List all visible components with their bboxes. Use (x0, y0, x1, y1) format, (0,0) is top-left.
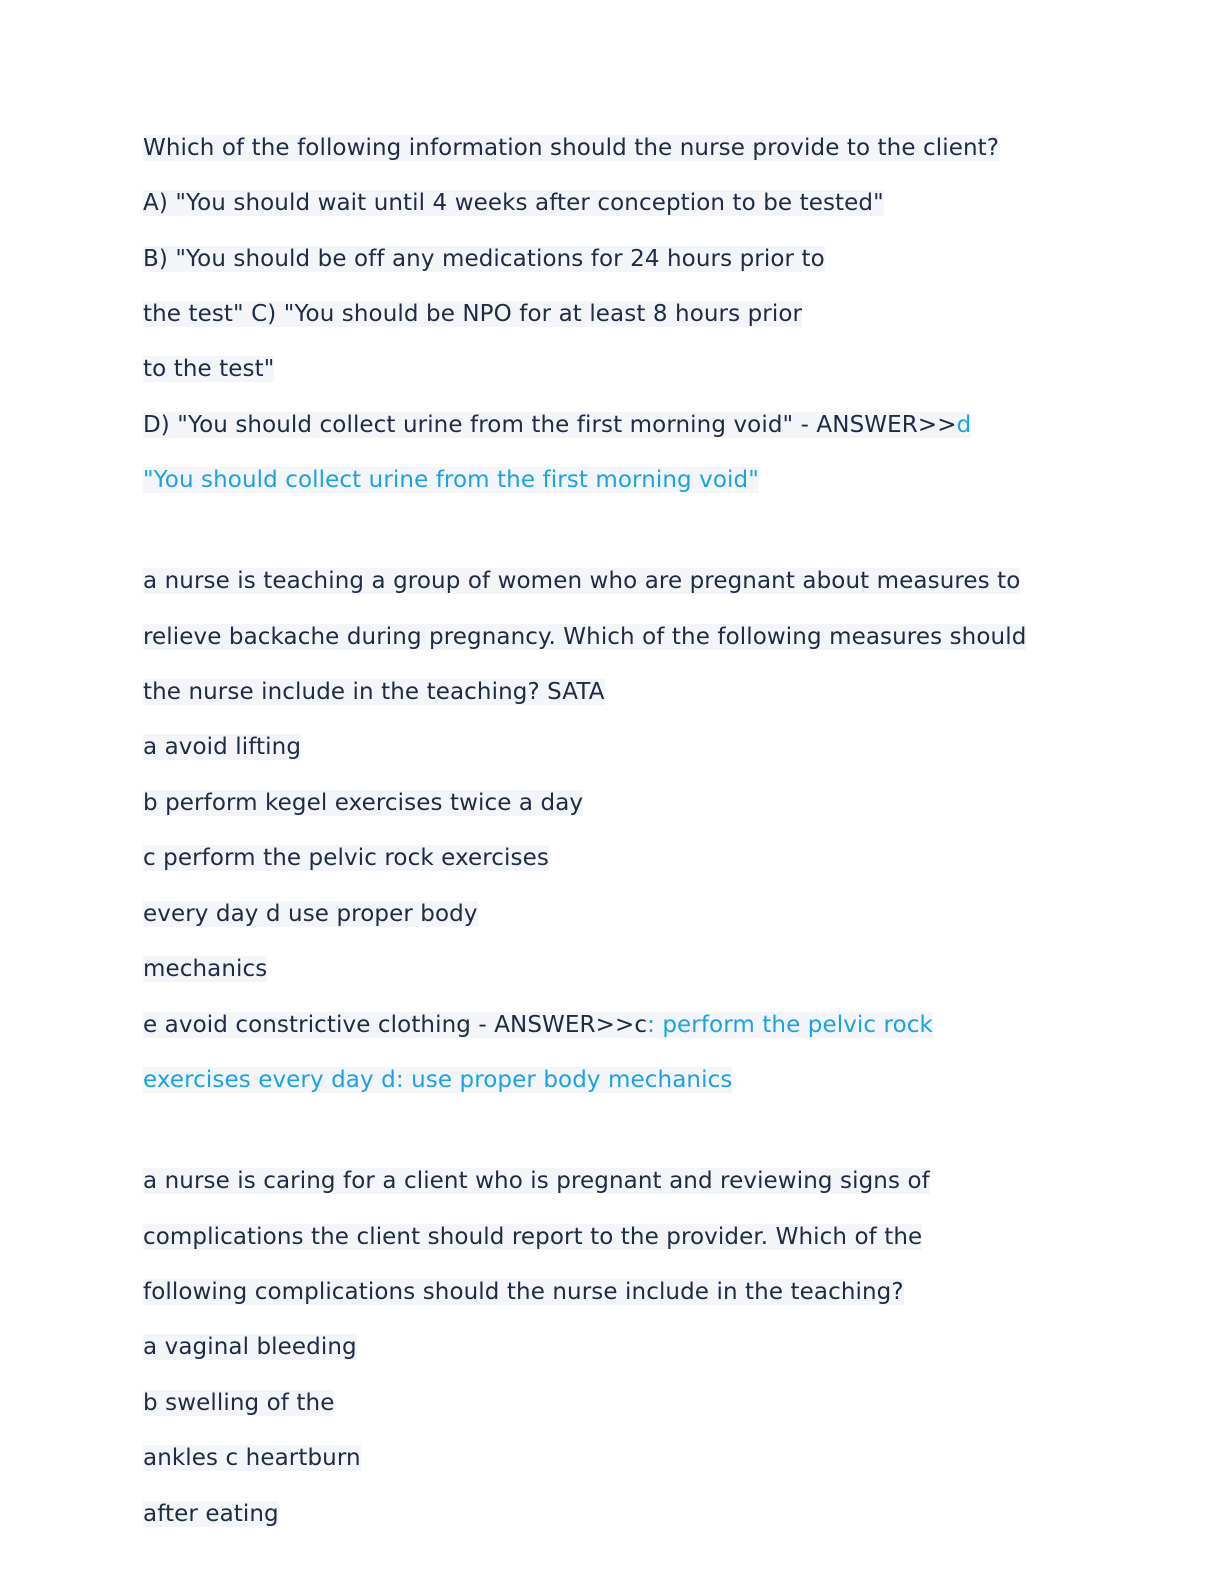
text-line (143, 1499, 279, 1529)
text-line (143, 1222, 922, 1252)
answer-text: : perform the pelvic rock (647, 1012, 933, 1038)
question-text: backache during pregnancy. Which of the following measures should (228, 624, 1027, 650)
question-text: Which of the following information should the nurse provide to the client? (143, 135, 1000, 161)
question-text: relieve (143, 624, 229, 650)
question-text: "You should wait until 4 weeks after conception to be tested" (175, 190, 884, 216)
text-line (143, 788, 583, 818)
question-text: A) (143, 190, 176, 216)
question-text: after eating (143, 1501, 279, 1527)
text-line (143, 1443, 361, 1473)
text-line (143, 1010, 933, 1040)
text-line (143, 465, 759, 495)
text-line (143, 299, 802, 329)
question-text: to the test" (143, 356, 275, 382)
text-line (143, 1065, 732, 1095)
question-text: a nurse is caring for a client who is pregnant and reviewing signs of (143, 1168, 930, 1194)
text-line (143, 1388, 334, 1418)
question-text: C) "You should be NPO for at least 8 hours prior (251, 301, 803, 327)
text-line (143, 843, 549, 873)
question-text: a nurse is teaching a group of women who are pregnant about measures to (143, 568, 1021, 594)
question-text: nurse include in the teaching? (552, 1279, 904, 1305)
text-line (143, 1332, 357, 1362)
question-text: every day (143, 901, 266, 927)
question-text: complications the (143, 1224, 357, 1250)
question-text: following complications should the (143, 1279, 553, 1305)
answer-text: "You should collect urine from the first morning void" (143, 467, 759, 493)
text-line (143, 677, 605, 707)
text-line (143, 899, 478, 929)
question-text: a vaginal bleeding (143, 1334, 357, 1360)
question-text: ankles c heartburn (143, 1445, 361, 1471)
text-line (143, 622, 1026, 652)
text-line (143, 1166, 930, 1196)
question-text: "You should be off any medications for 24 hours prior to (175, 246, 825, 272)
text-line (143, 410, 971, 440)
question-text: the nurse include in the teaching? SATA (143, 679, 605, 705)
question-text: c perform the pelvic rock exercises (143, 845, 549, 871)
question-text: e avoid constrictive clothing - ANSWER>>c (143, 1012, 648, 1038)
text-line (143, 1277, 904, 1307)
text-line (143, 954, 267, 984)
question-text: b swelling of the (143, 1390, 335, 1416)
text-line (143, 732, 301, 762)
text-line (143, 244, 825, 274)
question-text: mechanics (143, 956, 268, 982)
answer-text: exercises every day d: use proper body mechanics (143, 1067, 733, 1093)
question-text: a avoid lifting (143, 734, 302, 760)
text-line (143, 354, 274, 384)
question-text: d use proper body (265, 901, 478, 927)
question-text: D) "You should collect urine from the first morning void" - ANSWER>> (143, 412, 957, 438)
text-line (143, 566, 1020, 596)
question-text: B) (143, 246, 176, 272)
question-text: client should report to the provider. Which of the (356, 1224, 923, 1250)
text-line (143, 133, 999, 163)
question-text: b perform kegel exercises twice a day (143, 790, 584, 816)
answer-text: d (956, 412, 972, 438)
text-line (143, 188, 884, 218)
question-text: the test" (143, 301, 252, 327)
